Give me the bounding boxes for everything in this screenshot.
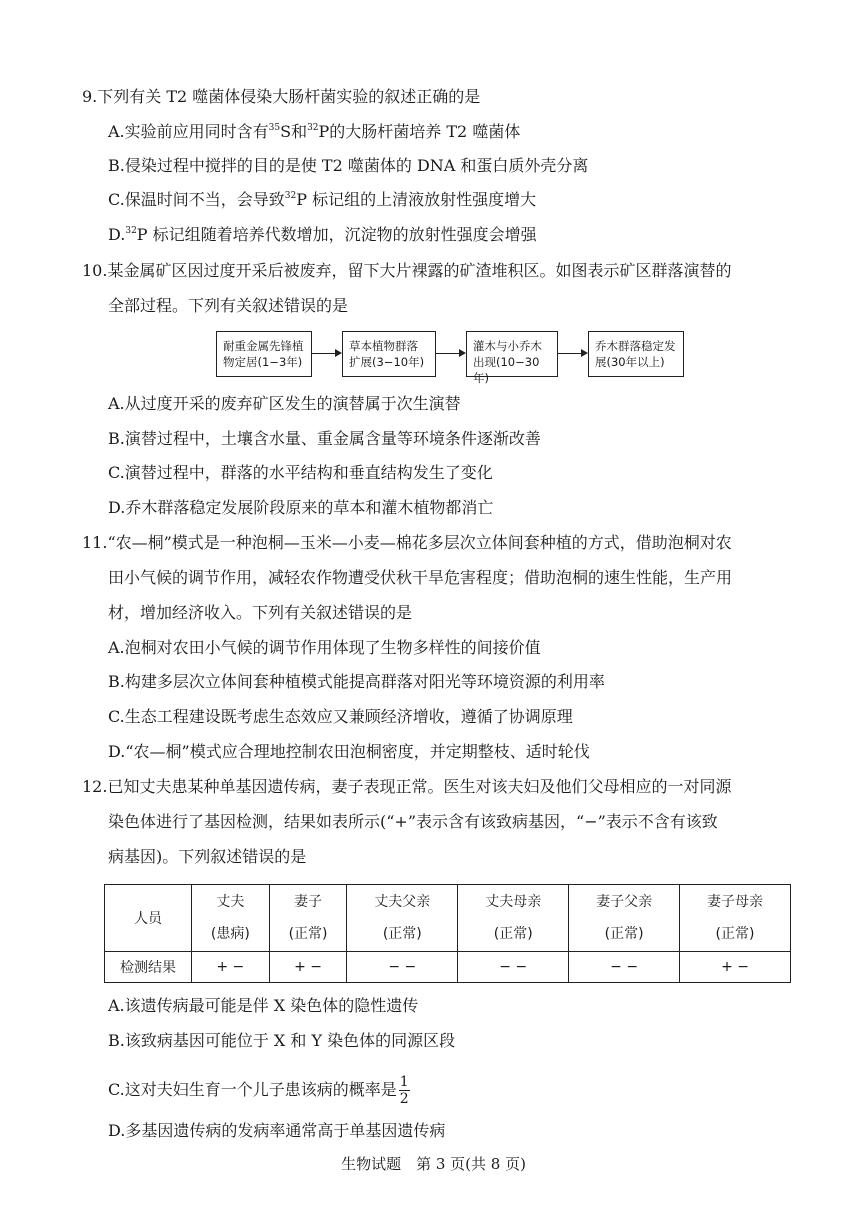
q9-option-c: C.保温时间不当，会导致$^{32}$P 标记组的上清液放射性强度增大 [108,190,537,209]
q12-option-c-text: C.这对夫妇生育一个儿子患该病的概率是 [108,1080,397,1099]
result-cell: + − [680,952,791,983]
q10-stem-line1: 10.某金属矿区因过度开采后被废弃，留下大片裸露的矿渣堆积区。如图表示矿区群落演替的 [82,261,732,280]
q12-option-c [108,1072,410,1108]
q10-option-b: B.演替过程中，土壤含水量、重金属含量等环境条件逐渐改善 [108,429,541,448]
q11-stem-line2: 田小气候的调节作用，减轻农作物遭受伏秋干旱危害程度；借助泡桐的速生性能，生产用 [108,568,733,587]
row-header-cell: 人员 [105,885,192,952]
q11-stem-line3: 材，增加经济收入。下列有关叙述错误的是 [108,603,413,622]
q9-stem: 9.下列有关 T2 噬菌体侵染大肠杆菌实验的叙述正确的是 [82,87,481,106]
q10-option-c: C.演替过程中，群落的水平结构和垂直结构发生了变化 [108,463,493,482]
header-cell: 妻子母亲 (正常) [680,885,791,952]
q10-option-a: A.从过度开采的废弃矿区发生的演替属于次生演替 [108,394,461,413]
flow-arrow-3 [558,353,586,354]
q10-stem-line2: 全部过程。下列有关叙述错误的是 [108,296,349,315]
result-cell: − − [347,952,458,983]
header-cell: 妻子父亲 (正常) [569,885,680,952]
table-row [105,952,791,983]
q10-option-d: D.乔木群落稳定发展阶段原来的草本和灌木植物都消亡 [108,498,494,517]
header-cell: 丈夫母亲 (正常) [458,885,569,952]
result-cell: + − [269,952,347,983]
gene-test-table [104,884,791,983]
q9-option-b: B.侵染过程中搅拌的目的是使 T2 噬菌体的 DNA 和蛋白质外壳分离 [108,156,589,175]
result-cell: − − [458,952,569,983]
page-footer: 生物试题 第 3 页(共 8 页) [341,1155,526,1173]
flow-arrow-1 [312,353,340,354]
q11-option-d: D.“农—桐”模式应合理地控制农田泡桐密度，并定期整枝、适时轮伐 [108,742,590,761]
q11-option-a: A.泡桐对农田小气候的调节作用体现了生物多样性的间接价值 [108,638,541,657]
q9-option-d: D.$^{32}$P 标记组随着培养代数增加，沉淀物的放射性强度会增强 [108,225,537,244]
result-label-cell: 检测结果 [105,952,192,983]
flow-step-4: 乔木群落稳定发展(30年以上) [588,331,684,377]
flow-step-2: 草本植物群落扩展(3−10年) [342,331,436,377]
flow-arrow-2 [436,353,464,354]
q9-option-a: A.实验前应用同时含有$^{35}$S和$^{32}$P的大肠杆菌培养 T2 噬菌体 [108,122,521,141]
q12-option-b: B.该致病基因可能位于 X 和 Y 染色体的同源区段 [108,1031,456,1050]
header-cell: 妻子 (正常) [269,885,347,952]
result-cell: + − [192,952,270,983]
table-header-row [105,885,791,952]
q12-option-a: A.该遗传病最可能是伴 X 染色体的隐性遗传 [108,996,419,1015]
result-cell: − − [569,952,680,983]
fraction: $\frac{1}{2}$ [399,1074,409,1107]
q12-stem-line2: 染色体进行了基因检测，结果如表所示(“+”表示含有该致病基因，“−”表示不含有该致 [108,812,718,831]
header-cell: 丈夫 (患病) [192,885,270,952]
header-cell: 丈夫父亲 (正常) [347,885,458,952]
q11-stem-line1: 11.“农—桐”模式是一种泡桐—玉米—小麦—棉花多层次立体间套种植的方式，借助泡桐对农 [82,533,732,552]
q12-stem-line1: 12.已知丈夫患某种单基因遗传病，妻子表现正常。医生对该夫妇及他们父母相应的一对同源 [82,777,732,796]
flow-step-1: 耐重金属先锋植物定居(1−3年) [216,331,312,377]
succession-flow-diagram [216,331,686,385]
q11-option-b: B.构建多层次立体间套种植模式能提高群落对阳光等环境资源的利用率 [108,672,605,691]
q12-stem-line3: 病基因)。下列叙述错误的是 [108,847,307,866]
q11-option-c: C.生态工程建设既考虑生态效应又兼顾经济增收，遵循了协调原理 [108,707,573,726]
q12-option-d: D.多基因遗传病的发病率通常高于单基因遗传病 [108,1121,446,1140]
flow-step-3: 灌木与小乔木出现(10−30年) [466,331,558,377]
